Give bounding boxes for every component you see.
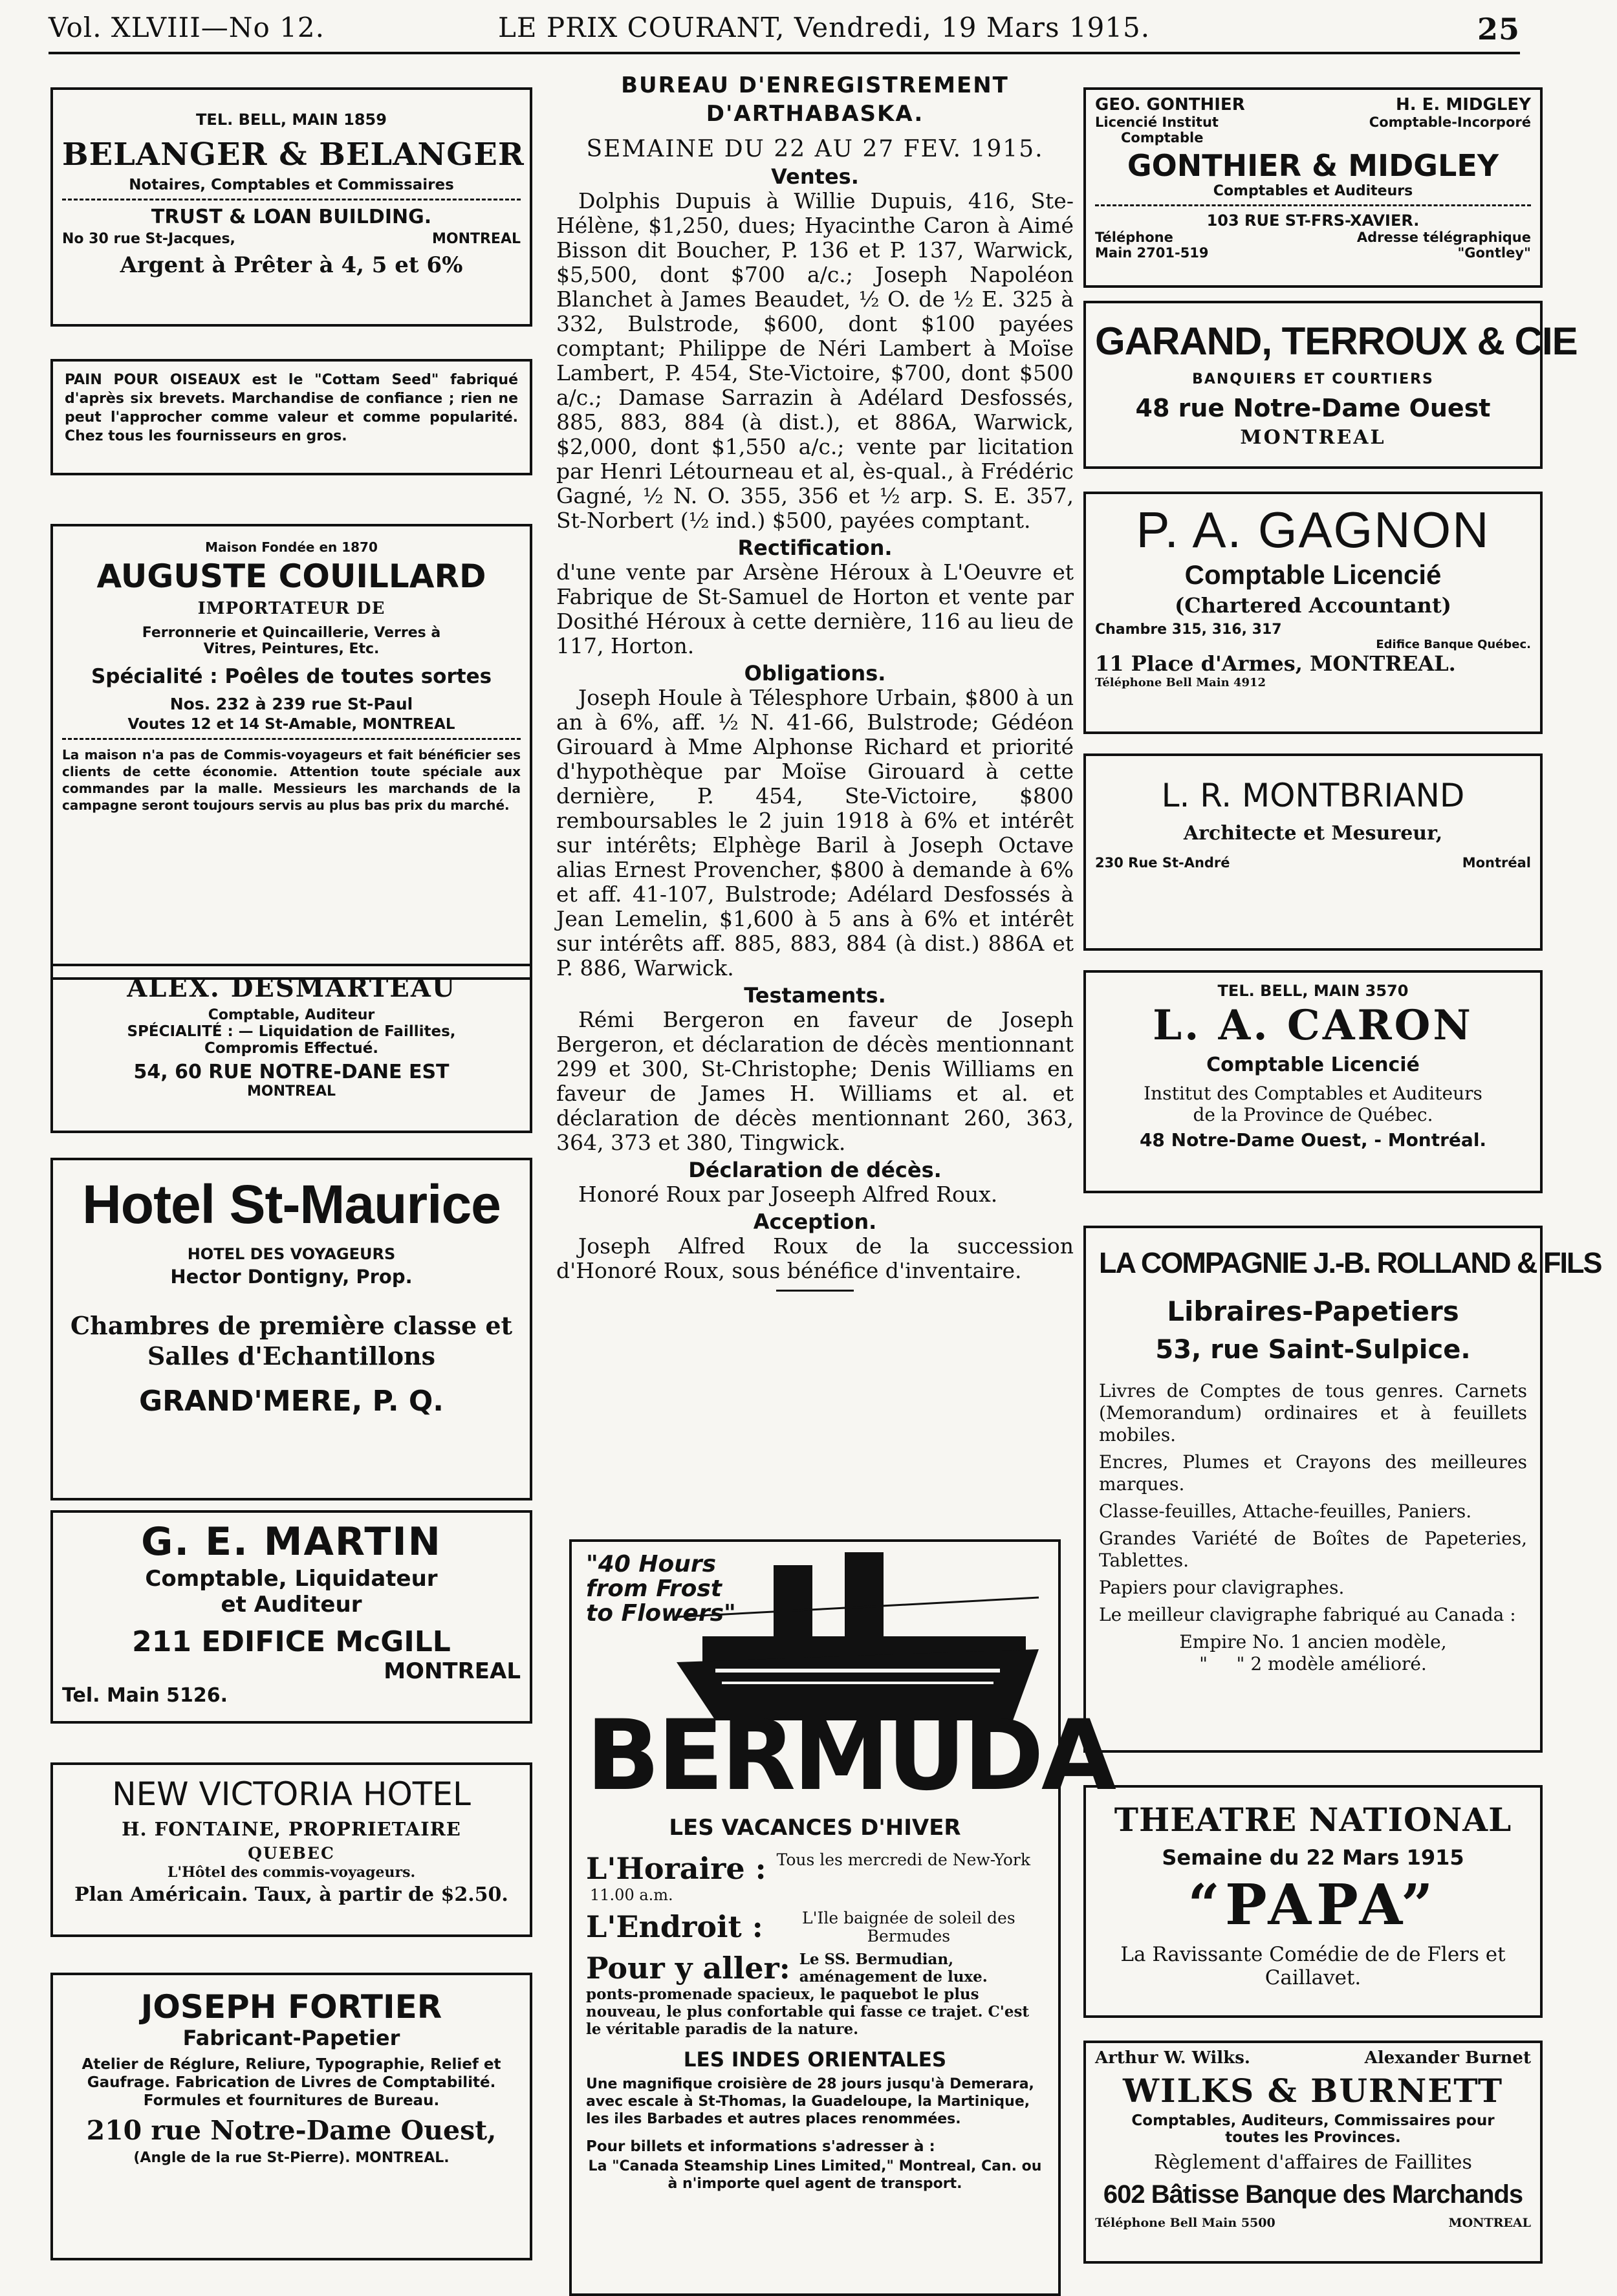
rolland-item: Le meilleur clavigraphe fabriqué au Canada : (1099, 1604, 1516, 1625)
ad-theatre-national (1083, 1785, 1543, 2018)
wilks-line3: Règlement d'affaires de Faillites (1154, 2151, 1472, 2174)
wilks-address: 602 Bâtisse Banque des Marchands (1103, 2180, 1523, 2209)
couillard-importer: IMPORTATEUR DE (197, 599, 385, 618)
ad-joseph-fortier (50, 1973, 532, 2260)
theatre-line1: La Ravissante Comédie de de Flers et (1120, 1943, 1506, 1966)
pain-text: PAIN POUR OISEAUX est le "Cottam Seed" fabriqué d'après six brevets. Marchandise de confiance ; rien ne peut l'approcher comme valeur et comme popularité. Chez tous les fournisseurs en gros. (65, 372, 518, 444)
victoria-owner: H. FONTAINE, PROPRIETAIRE (122, 1818, 461, 1840)
victoria-line2: Plan Américain. Taux, à partir de $2.50. (74, 1883, 508, 1906)
victoria-name: NEW VICTORIA HOTEL (112, 1775, 471, 1813)
newspaper-title: LE PRIX COURANT, Vendredi, 19 Mars 1915. (498, 12, 1151, 43)
gagnon-chartered: (Chartered Accountant) (1175, 593, 1451, 618)
endroit-text: L'Ile baignée de soleil des Bermudes (802, 1909, 1015, 1945)
wilks-line1: Comptables, Auditeurs, Commissaires pour (1131, 2112, 1495, 2129)
wilks-city: MONTREAL (1448, 2216, 1531, 2230)
aller-label: Pour y aller: (586, 1951, 790, 1986)
rolland-name: LA COMPAGNIE J.-B. ROLLAND & FILS (1099, 1246, 1601, 1279)
desmarteau-line3: Compromis Effectué. (204, 1040, 379, 1057)
gonthier-left-sub1: Licencié Institut (1095, 114, 1219, 130)
rolland-item: Encres, Plumes et Crayons des meilleures marques. (1099, 1451, 1527, 1495)
fortier-address: 210 rue Notre-Dame Ouest, (86, 2115, 497, 2146)
theatre-week: Semaine du 22 Mars 1915 (1162, 1845, 1464, 1870)
stmaurice-name: Hotel St-Maurice (82, 1174, 501, 1235)
garand-city: MONTREAL (1240, 426, 1386, 449)
ad-bermuda (569, 1539, 1114, 2296)
gonthier-right-sub: Comptable-Incorporé (1369, 114, 1531, 130)
rolland-item: Papiers pour clavigraphes. (1099, 1577, 1345, 1598)
bermuda-hours: "40 Hours from Frost to Flowers" (586, 1551, 736, 1627)
section-text: d'une vente par Arsène Héroux à L'Oeuvre et Fabrique de St-Samuel de Horton et vente par Dosithé Héroux à cette dernière, 116 au lieu de 117, Horton. (556, 559, 1074, 658)
ad-hotel-st-maurice (50, 1158, 532, 1500)
section-heading: Déclaration de décès. (688, 1158, 942, 1182)
horaire-time: 11.00 a.m. (590, 1886, 673, 1904)
martin-phone: Tel. Main 5126. (62, 1684, 228, 1707)
desmarteau-name: ALEX. DESMARTEAU (127, 973, 456, 1003)
bermuda-info: Pour billets et informations s'adresser à : (586, 2138, 935, 2155)
couillard-founded: Maison Fondée en 1870 (205, 539, 378, 555)
belanger-address: No 30 rue St-Jacques, (62, 231, 235, 247)
montbriand-sub: Architecte et Mesureur, (1183, 822, 1443, 845)
ad-montbriand (1083, 753, 1543, 951)
fortier-corner: (Angle de la rue St-Pierre). MONTREAL. (133, 2150, 450, 2166)
gagnon-phone: Téléphone Bell Main 4912 (1095, 676, 1266, 689)
page-header (49, 9, 1520, 54)
volume-number: Vol. XLVIII—No 12. (49, 12, 325, 43)
caron-phone: TEL. BELL, MAIN 3570 (1217, 982, 1409, 1000)
section-text: Dolphis Dupuis à Willie Dupuis, 416, Ste-Hélène, $1,250, dues; Hyacinthe Caron à Aimé Bisson dit Boucher, P. 136 et P. 137, Warwick, $5,500, dont $700 a/c.; Joseph Napoléon Blanchet à James Beaudet, ½ O. de ½ E. 325 à 332, Bulstrode, $600, dont $100 payées comptant; Philippe de Néri Lambert à Moïse Lambert, P. 454, Ste-Victoire, $700, dont $500 a/c.; Damase Sarrazin à Adélard Desfossés, 885, 883, 884 (à dist.), et 886A, Warwick, $2,000, dont $1,550 a/c.; vente par licitation par Henri Létourneau et al, ès-qual., à Frédéric Gagné, ½ N. O. 355, 356 et ½ arp. S. E. 357, St-Norbert (½ ind.) $500, payées comptant. (556, 188, 1074, 533)
couillard-vaults: Voutes 12 et 14 St-Amable, MONTREAL (127, 716, 455, 733)
belanger-name: BELANGER & BELANGER (62, 136, 525, 173)
couillard-line1: Ferronnerie et Quincaillerie, Verres à (142, 625, 441, 641)
victoria-line1: L'Hôtel des commis-voyageurs. (167, 1864, 416, 1881)
endroit-label: L'Endroit : (586, 1909, 763, 1944)
ad-gagnon (1083, 492, 1543, 734)
ad-pain-oiseaux (50, 359, 532, 475)
rolland-item: Livres de Comptes de tous genres. Carnets (Memorandum) ordinaires et à feuillets mobiles. (1099, 1380, 1527, 1446)
header-rule (49, 52, 1520, 54)
bermuda-banner (586, 1551, 1114, 1812)
gagnon-address: 11 Place d'Armes, MONTREAL. (1095, 651, 1456, 676)
stmaurice-line1: Chambres de première classe et (70, 1311, 513, 1340)
ad-desmarteau (50, 964, 532, 1133)
article-end-rule (776, 1290, 854, 1292)
article-title-1: BUREAU D'ENREGISTREMENT (621, 72, 1009, 98)
fortier-sub: Fabricant-Papetier (182, 2026, 400, 2050)
montbriand-city: Montréal (1462, 855, 1531, 871)
theatre-line2: Caillavet. (1264, 1966, 1362, 1989)
couillard-name: AUGUSTE COUILLARD (96, 558, 486, 595)
wilks-line2: toutes les Provinces. (1225, 2129, 1401, 2146)
caron-name: L. A. CARON (1153, 1001, 1473, 1050)
gonthier-cable-label: Adresse télégraphique (1356, 230, 1531, 245)
article-arthabaska (556, 71, 1074, 1292)
horaire-text: Tous les mercredi de New-York (776, 1850, 1030, 1869)
rolland-address: 53, rue Saint-Sulpice. (1155, 1335, 1471, 1365)
gagnon-building: Edifice Banque Québec. (1376, 638, 1531, 651)
garand-name: GARAND, TERROUX & CIE (1095, 319, 1578, 363)
desmarteau-line1: Comptable, Auditeur (208, 1007, 375, 1023)
desmarteau-address: 54, 60 RUE NOTRE-DANE EST (133, 1061, 450, 1083)
martin-city: MONTREAL (384, 1658, 521, 1684)
caron-address: 48 Notre-Dame Ouest, - Montréal. (1139, 1129, 1487, 1151)
rolland-empire-2: " " 2 modèle amélioré. (1199, 1653, 1427, 1674)
article-title-2: D'ARTHABASKA. (706, 101, 924, 127)
middle-column (556, 71, 1114, 2192)
belanger-phone: TEL. BELL, MAIN 1859 (196, 111, 387, 129)
fortier-name: JOSEPH FORTIER (140, 1988, 442, 2026)
section-heading: Ventes. (771, 164, 859, 189)
martin-line1: Comptable, Liquidateur (145, 1566, 438, 1592)
caron-line1: Institut des Comptables et Auditeurs (1144, 1083, 1482, 1104)
section-heading: Obligations. (744, 661, 886, 686)
stmaurice-sub: HOTEL DES VOYAGEURS (187, 1245, 396, 1263)
section-heading: Rectification. (737, 536, 893, 560)
bermuda-indes: LES INDES ORIENTALES (683, 2048, 947, 2072)
gonthier-name: GONTHIER & MIDGLEY (1127, 148, 1499, 183)
rolland-items (1099, 1380, 1527, 1675)
rolland-empire-1: Empire No. 1 ancien modèle, (1179, 1631, 1447, 1652)
section-text: Honoré Roux par Joseeph Alfred Roux. (578, 1182, 998, 1207)
bermuda-agent: La "Canada Steamship Lines Limited," Montreal, Can. ou à n'importe quel agent de transport. (588, 2158, 1042, 2192)
montbriand-address: 230 Rue St-André (1095, 855, 1230, 871)
caron-line2: de la Province de Québec. (1193, 1104, 1433, 1125)
wilks-name: WILKS & BURNETT (1122, 2072, 1504, 2110)
couillard-line2: Vitres, Peintures, Etc. (203, 641, 380, 657)
rolland-item: Grandes Variété de Boîtes de Papeteries, Tablettes. (1099, 1528, 1527, 1571)
gonthier-left-name: GEO. GONTHIER (1095, 95, 1245, 114)
stmaurice-city: GRAND'MERE, P. Q. (138, 1385, 444, 1418)
section-text: Joseph Houle à Télesphore Urbain, $800 à un an à 6%, aff. ½ N. 41-66, Bulstrode; Gédéon Girouard à Mme Alphonse Richard et priorité d'hypothèque par Moïse Girouard à cette dernière, P. 454, Ste-Victoire, $800 remboursables le 2 juin 1918 à 6% et intérêt sur intérêts; Elphège Baril à Joseph Octave alias Ernest Provencher, $800 à demande à 6% et aff. 41-107, Bulstrode; Adélard Desfossés à Jean Lemelin, $1,600 à 5 ans à 6% et intérêt sur intérêts aff. 885, 883, 884 (à dist.) 886A et P. 886, Warwick. (556, 685, 1074, 980)
martin-line2: et Auditeur (221, 1592, 362, 1618)
section-heading: Testaments. (744, 983, 886, 1008)
couillard-specialty: Spécialité : Poêles de toutes sortes (91, 665, 492, 688)
gonthier-right-name: H. E. MIDGLEY (1395, 95, 1531, 114)
ad-gonthier-midgley (1083, 87, 1543, 288)
belanger-loan: Argent à Prêter à 4, 5 et 6% (120, 252, 463, 278)
ad-martin (50, 1510, 532, 1724)
section-text: Joseph Alfred Roux de la succession d'Honoré Roux, sous bénéfice d'inventaire. (556, 1233, 1074, 1283)
ad-rolland (1083, 1226, 1601, 1753)
theatre-play: “PAPA” (1188, 1872, 1438, 1938)
gagnon-rooms: Chambre 315, 316, 317 (1095, 622, 1282, 638)
gagnon-name: P. A. GAGNON (1136, 501, 1490, 558)
ad-new-victoria-hotel (50, 1762, 532, 1937)
gonthier-left-sub2: Comptable (1121, 130, 1204, 146)
couillard-note: La maison n'a pas de Commis-voyageurs et fait bénéficier ses clients de cette économie. Attention toute spéciale aux commandes par la malle. Messieurs les marchands de la campagne seront toujours servis au plus bas prix du marché. (62, 747, 521, 813)
rolland-item: Classe-feuilles, Attache-feuilles, Paniers. (1099, 1500, 1472, 1522)
montbriand-name: L. R. MONTBRIAND (1161, 777, 1465, 814)
stmaurice-line2: Salles d'Echantillons (147, 1341, 436, 1370)
garand-sub: BANQUIERS ET COURTIERS (1192, 371, 1434, 387)
page-number: 25 (1477, 12, 1520, 47)
belanger-tagline: Notaires, Comptables et Commissaires (129, 177, 454, 193)
caron-sub: Comptable Licencié (1206, 1054, 1420, 1076)
section-heading: Acception. (753, 1209, 877, 1234)
couillard-address: Nos. 232 à 239 rue St-Paul (169, 695, 413, 713)
wilks-left: Arthur W. Wilks. (1095, 2048, 1250, 2068)
victoria-city: QUEBEC (248, 1844, 335, 1863)
gonthier-sub: Comptables et Auditeurs (1213, 183, 1413, 199)
ad-couillard (50, 524, 532, 980)
ad-garand-terroux (1083, 301, 1578, 469)
theatre-name: THEATRE NATIONAL (1114, 1801, 1512, 1839)
article-week: SEMAINE DU 22 AU 27 FEV. 1915. (586, 136, 1044, 162)
martin-name: G. E. MARTIN (141, 1519, 442, 1565)
ad-caron (1083, 970, 1543, 1193)
gonthier-address: 103 RUE ST-FRS-XAVIER. (1206, 211, 1420, 230)
wilks-right: Alexander Burnet (1364, 2048, 1531, 2068)
gonthier-tel: Main 2701-519 (1095, 245, 1209, 261)
bermuda-indes-text: Une magnifique croisière de 28 jours jusqu'à Demerara, avec escale à St-Thomas, la Guadeloupe, la Martinique, les iles Barbades et autres places renommées. (586, 2076, 1034, 2127)
wilks-phone: Téléphone Bell Main 5500 (1095, 2216, 1275, 2230)
belanger-building: TRUST & LOAN BUILDING. (151, 206, 432, 228)
martin-address: 211 EDIFICE McGILL (132, 1625, 451, 1658)
section-text: Rémi Bergeron en faveur de Joseph Bergeron, et déclaration de décès mentionnant 299 et 300, St-Christophe; Denis Williams en faveur de James H. Williams et al. et déclaration de décès mentionnant 260, 363, 364, 373 et 380, Tingwick. (556, 1007, 1074, 1155)
rolland-sub: Libraires-Papetiers (1167, 1295, 1459, 1327)
horaire-label: L'Horaire : (586, 1851, 766, 1886)
gagnon-sub: Comptable Licencié (1184, 559, 1442, 590)
garand-address: 48 rue Notre-Dame Ouest (1135, 394, 1491, 422)
bermuda-vacances: LES VACANCES D'HIVER (669, 1815, 961, 1841)
gonthier-tel-label: Téléphone (1095, 230, 1173, 245)
desmarteau-line2: SPÉCIALITÉ : — Liquidation de Faillites, (127, 1023, 456, 1040)
ad-belanger (50, 87, 532, 327)
ad-wilks-burnett (1083, 2041, 1543, 2264)
fortier-line1: Atelier de Réglure, Reliure, Typographie, Relief et Gaufrage. Fabrication de Livres de Comptabilité. Formules et fournitures de Bureau. (81, 2056, 501, 2109)
gonthier-cable: "Gontley" (1457, 245, 1531, 261)
aller-text: Le SS. Bermudian, aménagement de luxe. ponts-promenade spacieux, le paquebot le plus nouveau, le plus confortable qui fasse ce trajet. C'est le véritable paradis de la nature. (586, 1951, 1030, 2038)
bermuda-name: BERMUDA (586, 1700, 1114, 1812)
belanger-city: MONTREAL (431, 231, 521, 247)
desmarteau-city: MONTREAL (246, 1083, 336, 1099)
stmaurice-prop: Hector Dontigny, Prop. (170, 1266, 413, 1288)
